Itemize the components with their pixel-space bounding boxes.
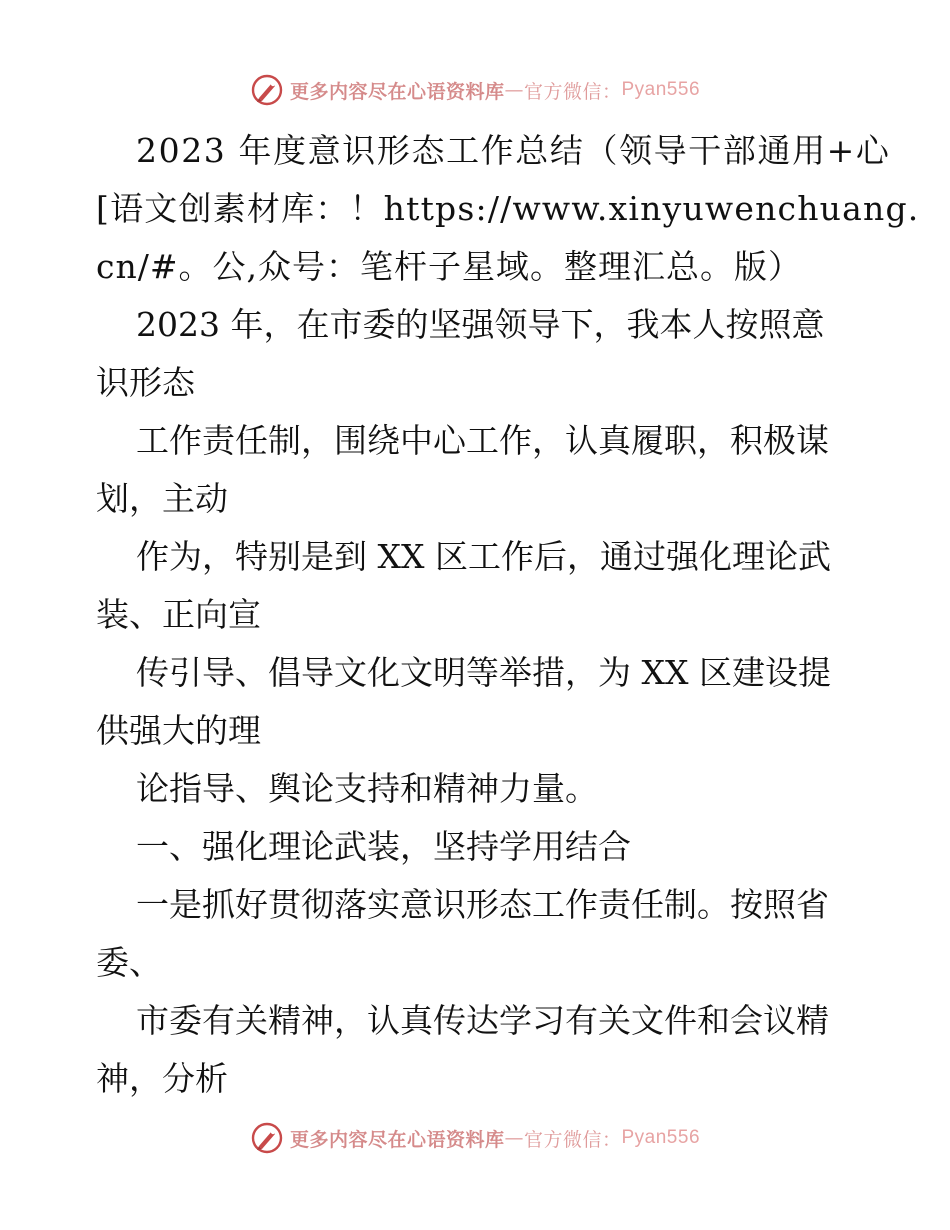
- document-body: [96, 122, 920, 1108]
- watermark-text: [290, 1125, 700, 1152]
- doc-paragraph-line: 供强大的理: [96, 711, 261, 750]
- doc-paragraph-line: 工作责任制，围绕中心工作，认真履职，积极谋: [136, 421, 829, 460]
- doc-paragraph-line: 论指导、舆论支持和精神力量。: [136, 769, 598, 808]
- watermark-main: 更多内容尽在心语资料库: [289, 80, 505, 103]
- doc-paragraph-line: 2023 年，在市委的坚强领导下，我本人按照意: [136, 305, 825, 344]
- pen-logo-icon: [250, 73, 284, 107]
- doc-paragraph-line: 神，分析: [96, 1059, 228, 1098]
- watermark-id: Pyan556: [621, 79, 701, 100]
- watermark-separator: —: [504, 1127, 524, 1149]
- doc-paragraph-line: 划，主动: [96, 479, 228, 518]
- doc-paragraph-line: 市委有关精神，认真传达学习有关文件和会议精: [136, 1001, 829, 1040]
- pen-logo-icon: [250, 1121, 284, 1155]
- header-watermark: [0, 68, 950, 112]
- doc-paragraph-line: 一是抓好贯彻落实意识形态工作责任制。按照省: [136, 885, 829, 924]
- doc-title-line: cn/#。公,众号：笔杆子星域。整理汇总。版）: [96, 247, 802, 286]
- doc-paragraph-line: 委、: [96, 943, 162, 982]
- watermark-text: [290, 77, 700, 104]
- watermark-id: Pyan556: [621, 1127, 701, 1148]
- watermark-sub: 官方微信：: [523, 80, 622, 103]
- doc-paragraph-line: 识形态: [96, 363, 195, 402]
- section-heading: 一、强化理论武装，坚持学用结合: [136, 827, 631, 866]
- watermark-separator: —: [504, 79, 524, 101]
- watermark-sub: 官方微信：: [523, 1128, 622, 1151]
- doc-title-line: [语文创素材库：！https://www.xinyuwenchuang.: [96, 189, 920, 228]
- doc-paragraph-line: 作为，特别是到 XX 区工作后，通过强化理论武: [136, 537, 831, 576]
- doc-paragraph-line: 传引导、倡导文化文明等举措，为 XX 区建设提: [136, 653, 831, 692]
- watermark-inner: [250, 1121, 700, 1155]
- watermark-inner: [250, 73, 700, 107]
- doc-title-line: 2023 年度意识形态工作总结（领导干部通用+心: [136, 131, 891, 170]
- doc-paragraph-line: 装、正向宣: [96, 595, 261, 634]
- watermark-main: 更多内容尽在心语资料库: [289, 1128, 505, 1151]
- footer-watermark: [0, 1116, 950, 1160]
